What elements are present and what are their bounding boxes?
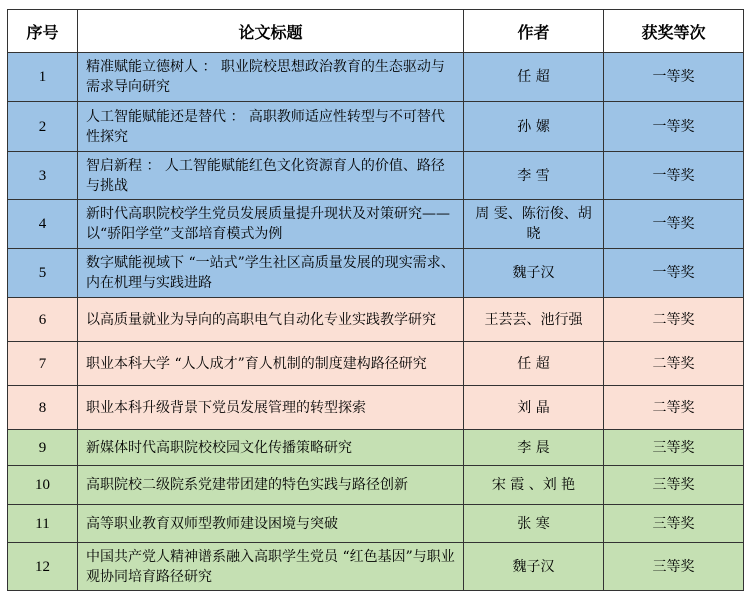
row-author: 李 雪 xyxy=(464,152,604,200)
table-header-row xyxy=(8,10,744,53)
awards-table-container xyxy=(7,9,744,591)
header-title: 论文标题 xyxy=(78,10,464,53)
row-index: 8 xyxy=(8,386,78,430)
row-title: 人工智能赋能还是替代 ： 高职教师适应性转型与不可替代性探究 xyxy=(78,102,464,152)
row-award: 一等奖 xyxy=(604,200,744,249)
header-index: 序号 xyxy=(8,10,78,53)
row-index: 3 xyxy=(8,152,78,200)
row-award: 三等奖 xyxy=(604,466,744,505)
row-award: 一等奖 xyxy=(604,249,744,298)
table-row xyxy=(8,249,744,298)
row-author: 刘 晶 xyxy=(464,386,604,430)
row-title: 职业本科大学 “人人成才”育人机制的制度建构路径研究 xyxy=(78,342,464,386)
row-title: 以高质量就业为导向的高职电气自动化专业实践教学研究 xyxy=(78,298,464,342)
row-author: 魏子汉 xyxy=(464,543,604,591)
row-index: 6 xyxy=(8,298,78,342)
row-title: 数字赋能视域下 “一站式”学生社区高质量发展的现实需求、内在机理与实践进路 xyxy=(78,249,464,298)
row-award: 一等奖 xyxy=(604,152,744,200)
row-author: 宋 霞 、刘 艳 xyxy=(464,466,604,505)
header-author: 作者 xyxy=(464,10,604,53)
table-row xyxy=(8,102,744,152)
row-award: 一等奖 xyxy=(604,53,744,102)
row-title: 智启新程 ： 人工智能赋能红色文化资源育人的价值、路径与挑战 xyxy=(78,152,464,200)
header-award: 获奖等次 xyxy=(604,10,744,53)
awards-table xyxy=(7,9,744,591)
row-index: 4 xyxy=(8,200,78,249)
row-author: 魏子汉 xyxy=(464,249,604,298)
table-row xyxy=(8,543,744,591)
row-title: 新时代高职院校学生党员发展质量提升现状及对策研究——以“骄阳学堂”支部培育模式为例 xyxy=(78,200,464,249)
row-author: 李 晨 xyxy=(464,430,604,466)
row-award: 三等奖 xyxy=(604,430,744,466)
row-index: 9 xyxy=(8,430,78,466)
row-index: 2 xyxy=(8,102,78,152)
table-row xyxy=(8,298,744,342)
row-award: 二等奖 xyxy=(604,386,744,430)
row-author: 孙 嫘 xyxy=(464,102,604,152)
row-index: 1 xyxy=(8,53,78,102)
row-title: 精准赋能立德树人 ： 职业院校思想政治教育的生态驱动与需求导向研究 xyxy=(78,53,464,102)
row-author: 王芸芸、池行强 xyxy=(464,298,604,342)
row-index: 11 xyxy=(8,505,78,543)
row-author: 任 超 xyxy=(464,53,604,102)
row-author: 张 寒 xyxy=(464,505,604,543)
row-index: 10 xyxy=(8,466,78,505)
table-row xyxy=(8,342,744,386)
table-row xyxy=(8,152,744,200)
row-award: 三等奖 xyxy=(604,543,744,591)
row-title: 职业本科升级背景下党员发展管理的转型探索 xyxy=(78,386,464,430)
table-body xyxy=(8,53,744,591)
table-row xyxy=(8,505,744,543)
row-index: 12 xyxy=(8,543,78,591)
table-row xyxy=(8,466,744,505)
row-title: 高等职业教育双师型教师建设困境与突破 xyxy=(78,505,464,543)
row-title: 高职院校二级院系党建带团建的特色实践与路径创新 xyxy=(78,466,464,505)
row-title: 中国共产党人精神谱系融入高职学生党员 “红色基因”与职业观协同培育路径研究 xyxy=(78,543,464,591)
row-award: 二等奖 xyxy=(604,298,744,342)
row-award: 三等奖 xyxy=(604,505,744,543)
row-index: 7 xyxy=(8,342,78,386)
row-award: 二等奖 xyxy=(604,342,744,386)
table-row xyxy=(8,430,744,466)
row-title: 新媒体时代高职院校校园文化传播策略研究 xyxy=(78,430,464,466)
row-award: 一等奖 xyxy=(604,102,744,152)
table-row xyxy=(8,53,744,102)
row-index: 5 xyxy=(8,249,78,298)
table-row xyxy=(8,200,744,249)
table-row xyxy=(8,386,744,430)
row-author: 周 雯、陈衍俊、胡 晓 xyxy=(464,200,604,249)
row-author: 任 超 xyxy=(464,342,604,386)
